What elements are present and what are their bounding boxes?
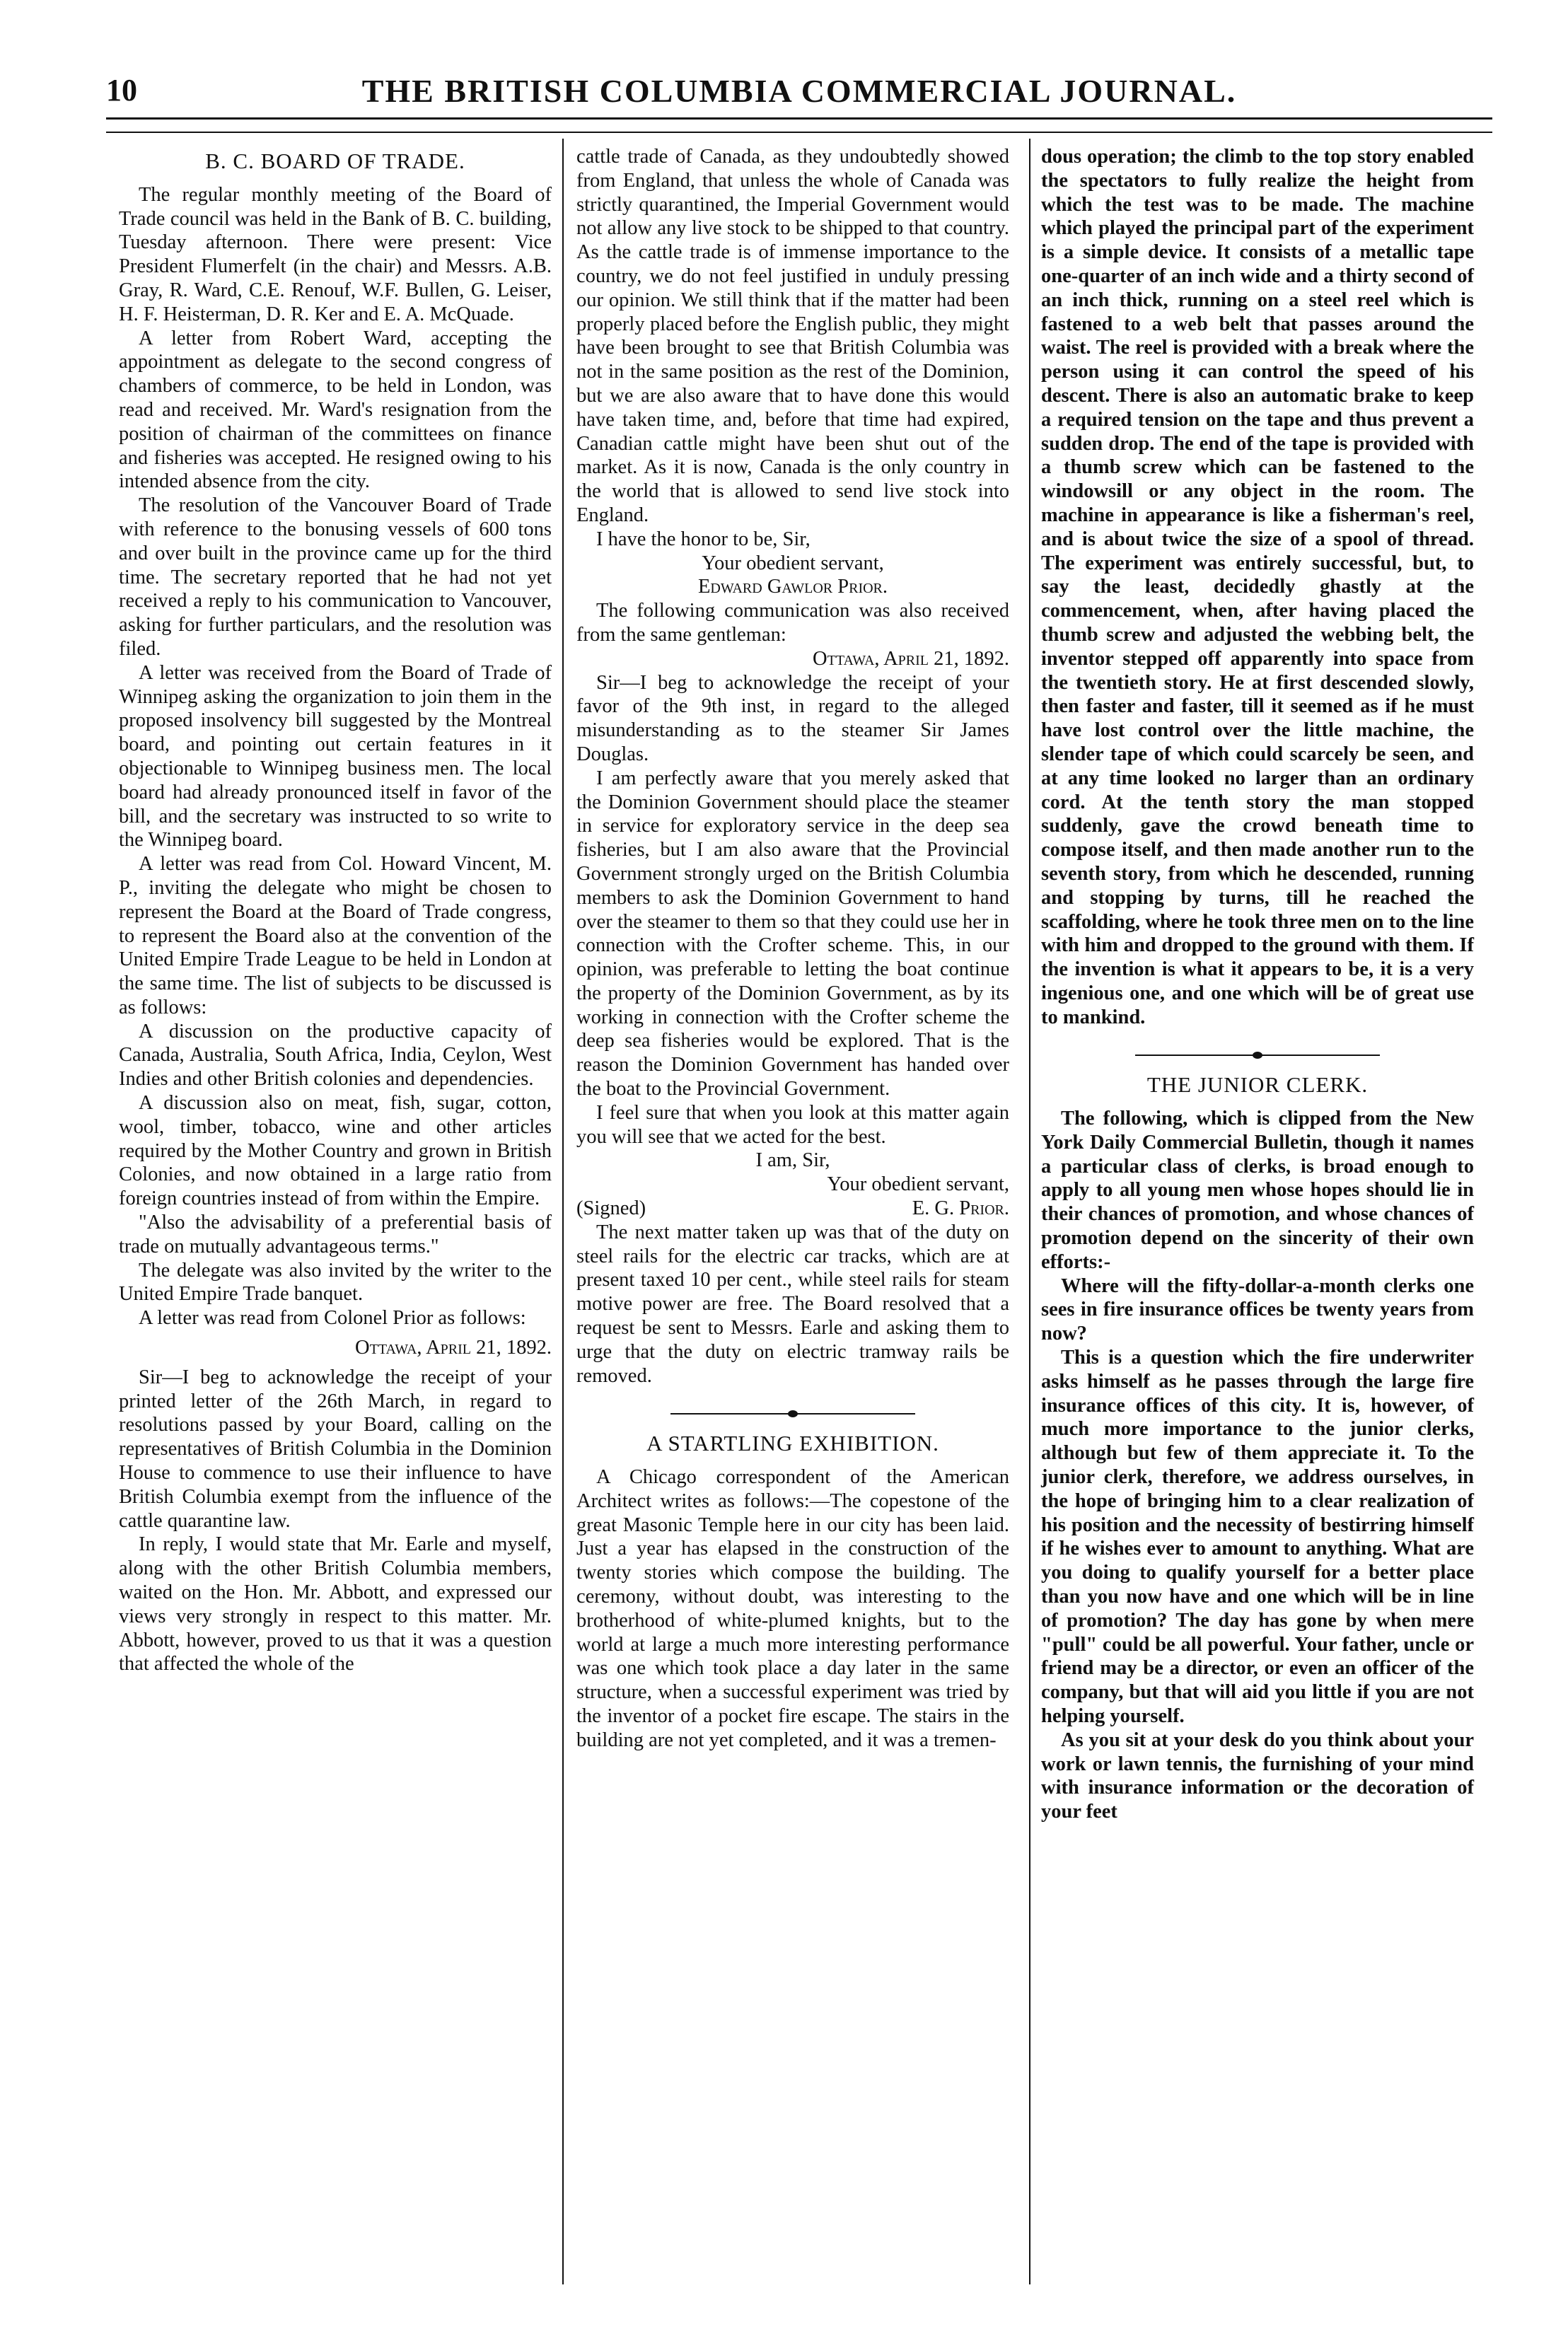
paragraph: A Chicago correspondent of the American Architect writes as follows:—The copestone of the great Masonic Temple here in our city has been laid. Just a year has elapsed in the construction of the twenty stories which compose the building. The ceremony, without doubt, was interesting to the brotherhood of white-plumed knights, but to the world at large a much more interesting performance was one which took place a day later in the same structure, when a successful experiment was tried by the inventor of a pocket fire escape. The stairs in the building are not yet completed, and it was a tremen- [576,1466,1009,1751]
paragraph: cattle trade of Canada, as they undoubtedly showed from England, that unless the whole of Canada was strictly quarantined, the Imperial Government would not allow any live stock to be shipped to that country. As the cattle trade is of immense importance to the country, we do not feel justified in unduly pressing our opinion. We still think that if the matter had been properly placed before the English public, they might have been brought to see that British Columbia was not in the same position as the rest of the Dominion, but we are also aware that to have done this would have taken time, and, before that time had expired, Canadian cattle might have been shut out of the market. As it is now, Canada is the only country in the world that is allowed to send live stock into England. [576,146,1009,526]
paragraph: "Also the advisability of a preferential basis of trade on mutually advantageous terms." [119,1212,552,1257]
paragraph: Where will the fifty-dollar-a-month clerks one sees in fire insurance offices be twenty years from now? [1041,1274,1474,1345]
paragraph: The delegate was also invited by the writer to the United Empire Trade banquet. [119,1259,552,1306]
paragraph: A letter was read from Col. Howard Vincent, M. P., inviting the delegate who might be chosen to represent the Board at the Board of Trade congress, to represent the Board also at the convention of the United Empire Trade League to be held in London at the same time. The list of subjects to be discussed is as follows: [119,853,552,1018]
column-1 [119,145,552,1676]
paragraph: The resolution of the Vancouver Board of Trade with reference to the bonusing vessels of 600 tons and over built in the province came up for the third time. The secretary reported that he had not yet received a reply to his communication to Vancouver, asking for further particulars, and the resolution was filed. [119,494,552,660]
paragraph: A letter from Robert Ward, accepting the appointment as delegate to the second congress of chambers of commerce, to be held in London, was read and received. Mr. Ward's resignation from the position of chairman of the committees on finance and fisheries was accepted. He resigned owing to his intended absence from the city. [119,327,552,493]
paragraph: A letter was received from the Board of Trade of Winnipeg asking the organization to join them in the proposed insolvency bill suggested by the Montreal board, and pointing out certain features in it objectionable to Winnipeg business men. The local board had already pronounced itself in favor of the bill, and the secretary was instructed to so write to the Winnipeg board. [119,661,552,852]
column-rule-2 [1029,139,1030,2284]
letter-signature: Edward Gawlor Prior. [697,576,888,598]
letter-dateline: Ottawa, April 21, 1892. [813,647,1009,670]
paragraph: The following, which is clipped from the New York Daily Commercial Bulletin, though it names a particular class of clerks, is broad enough to apply to all young men whose hopes should lie in their chances of promotion, and whose chances of promotion depend on the sincerity of their own efforts:- [1041,1108,1474,1273]
paragraph: In reply, I would state that Mr. Earle and myself, along with the other British Columbia members, waited on the Hon. Mr. Abbott, and expressed our views very strongly in respect to this matter. Mr. Abbott, however, proved to us that it was a question that affected the whole of the [119,1533,552,1675]
paragraph: dous operation; the climb to the top story enabled the spectators to fully realize the height from which the test was to be made. The machine which played the principal part of the experiment is a simple device. It consists of a metallic tape one-quarter of an inch wide and a thirty second of an inch thick, running on a steel reel which is fastened to a web belt that passes around the waist. The reel is provided with a break where the person using it can control the speed of his descent. There is also an automatic brake to keep a required tension on the tape and thus prevent a sudden drop. The end of the tape is provided with a thumb screw which can be fastened to the windowsill or any object in the room. The machine in appearance is like a fisherman's reel, and is about twice the size of a spool of thread. The experiment was entirely successful, but, to say the least, decidedly ghastly at the commencement, when, after having placed the thumb screw and adjusted the webbing belt, the inventor stepped off apparently into space from the twentieth story. He at first descended slowly, then faster and faster, till it seemed as if he must have lost control over the little machine, the slender tape of which could scarcely be seen, and at any time looked no larger than an ordinary cord. At the tenth story the man stopped suddenly, gave the crowd beneath time to compose itself, and then made another run to the seventh story, from which he descended, running and stopping by turns, till he reached the scaffolding, where he took three men on to the line with him and dropped to the ground with them. If the invention is what it appears to be, it is a very ingenious one, and one which will be of great use to mankind. [1041,146,1474,1028]
article-headline-board-of-trade: B. C. BOARD OF TRADE. [205,149,465,173]
article-headline-junior-clerk: THE JUNIOR CLERK. [1146,1072,1369,1098]
column-2 [576,145,1009,1753]
letter-closing: Your obedient servant, [827,1173,1009,1196]
column-rule-1 [562,139,564,2284]
letter-signature-line [576,1197,1009,1221]
masthead: THE BRITISH COLUMBIA COMMERCIAL JOURNAL. [361,73,1237,109]
letter-closing: I am, Sir, [755,1149,830,1172]
letter-dateline: Ottawa, April 21, 1892. [355,1337,552,1359]
section-divider [1041,1042,1474,1066]
article-headline-startling-exhibition: A STARTLING EXHIBITION. [646,1431,939,1456]
page-number: 10 [106,73,137,108]
signed-label: (Signed) [576,1197,646,1220]
letter-closing: I have the honor to be, Sir, [596,528,811,550]
header-rule-lower [106,132,1492,133]
paragraph: A letter was read from Colonel Prior as follows: [139,1307,526,1330]
section-divider [576,1400,1009,1424]
paragraph: This is a question which the fire underwriter asks himself as he passes through the large fire insurance offices of this city. It is, however, of much more importance to the junior clerks, although but few of them appreciate it. To the junior clerk, therefore, we address ourselves, in the hope of bringing him to a clear realization of his position and the necessity of bestirring himself if he wishes ever to amount to anything. What are you doing to qualify yourself for a better place than you now have and one which will be in line of promotion? The day has gone by when mere "pull" could be all powerful. Your father, uncle or friend may be a director, or even an officer of the company, but that will aid you little if you are not helping yourself. [1041,1347,1474,1727]
paragraph: Sir—I beg to acknowledge the receipt of your printed letter of the 26th March, in regard to resolutions passed by your Board, calling on the representatives of British Columbia in the Dominion House to commence to use their influence to have British Columbia exempt from the influence of the cattle quarantine law. [119,1366,552,1532]
paragraph: A discussion also on meat, fish, sugar, cotton, wool, timber, tobacco, wine and other articles required by the Mother Country and grown in British Colonies, and now obtained in a large ratio from foreign countries instead of from within the Empire. [119,1092,552,1210]
paragraph: The next matter taken up was that of the duty on steel rails for the electric car tracks, which are at present taxed 10 per cent., while steel rails for steam motive power are free. The Board resolved that a request be sent to Messrs. Earle and asking them to urge that the duty on electric tramway rails be removed. [576,1221,1009,1387]
paragraph: Sir—I beg to acknowledge the receipt of your favor of the 9th inst, in regard to the alleged misunderstanding as to the steamer Sir James Douglas. [576,671,1009,765]
letter-closing: Your obedient servant, [702,552,884,574]
paragraph: A discussion on the productive capacity of Canada, Australia, South Africa, India, Ceylon, West Indies and other British colonies and dependencies. [119,1020,552,1091]
header-rule [106,117,1492,120]
paragraph: As you sit at your desk do you think about your work or lawn tennis, the furnishing of your mind with insurance information or the decoration of your feet [1041,1729,1474,1823]
paragraph: I feel sure that when you look at this matter again you will see that we acted for the best. [576,1101,1009,1148]
paragraph: I am perfectly aware that you merely asked that the Dominion Government should place the steamer in service for exploratory service in the deep sea fisheries, but I am also aware that the Provincial Government strongly urged on the British Columbia members to ask the Dominion Government to hand over the steamer to them so that they could use her in connection with the Crofter scheme. This, in our opinion, was preferable to letting the boat continue the property of the Dominion Government, as by its working in connection with the Crofter scheme the deep sea fisheries would be explored. That is the reason the Dominion Government has handed over the boat to the Provincial Government. [576,767,1009,1100]
column-3 [1041,145,1474,1824]
page-header [106,72,1492,115]
letter-signature: E. G. Prior. [912,1197,1009,1220]
paragraph: The regular monthly meeting of the Board of Trade council was held in the Bank of B. C. building, Tuesday afternoon. There were present: Vice President Flumerfelt (in the chair) and Messrs. A.B. Gray, R. Ward, C.E. Renouf, W.F. Bullen, G. Leiser, H. F. Heisterman, D. R. Ker and E. A. McQuade. [119,183,552,325]
paragraph: The following communication was also received from the same gentleman: [576,600,1009,646]
